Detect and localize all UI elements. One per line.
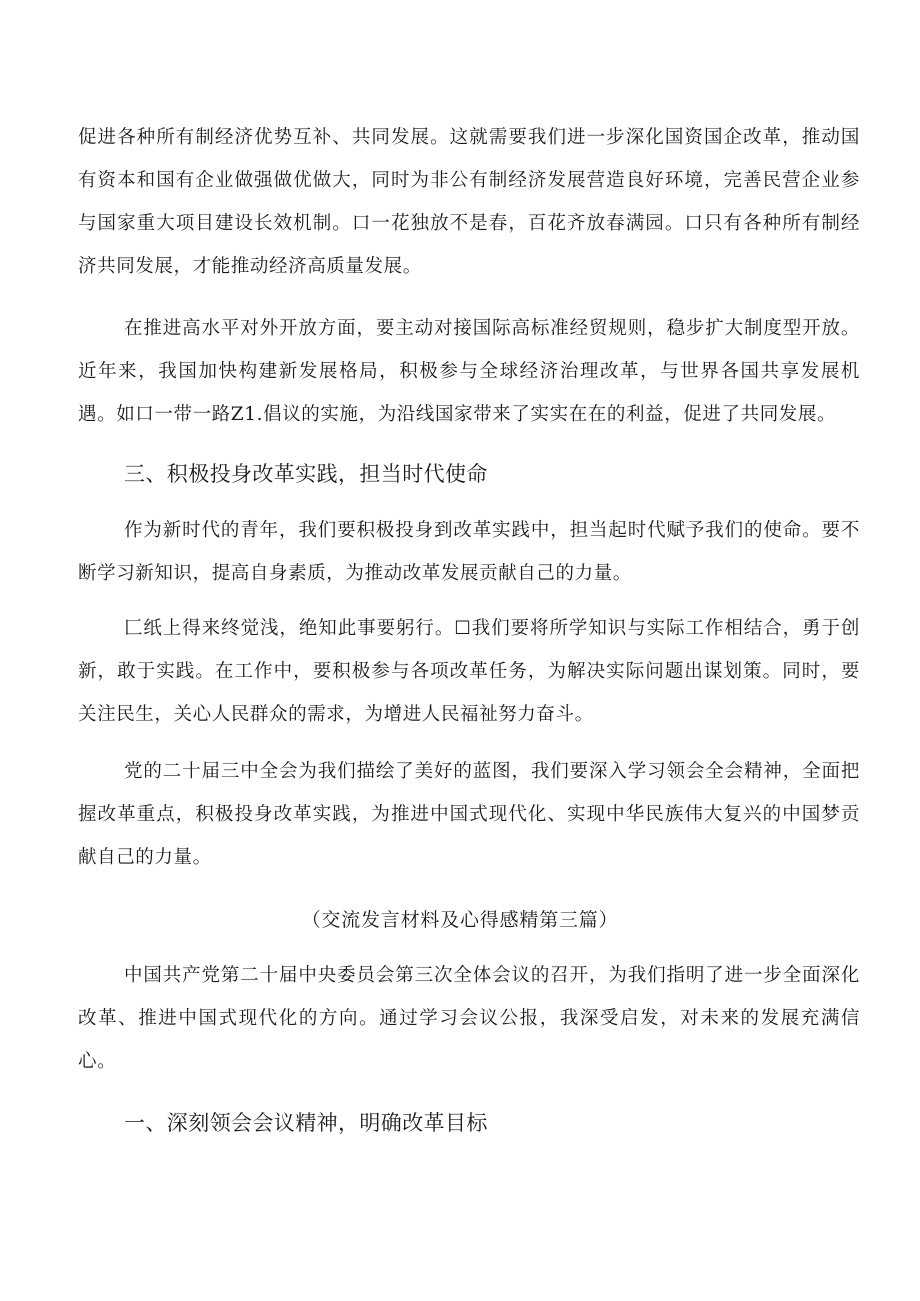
heading-section-one: 一、深刻领会会议精神，明确改革目标 bbox=[124, 1111, 488, 1135]
paragraph-economy: 促进各种所有制经济优势互补、共同发展。这就需要我们进一步深化国资国企改革，推动国有资本和国有企业做强做优做大，同时为非公有制经济发展营造良好环境，完善民营企业参与国家重大项目建设长效机制。口一花独放不是春，百花齐放春满园。口只有各种所有制经济共同发展，才能推动经济高质量发展。 bbox=[78, 127, 860, 277]
paragraph-youth: 作为新时代的青年，我们要积极投身到改革实践中，担当起时代赋予我们的使命。要不断学习新知识，提高自身素质，为推动改革发展贡献自己的力量。 bbox=[78, 520, 860, 584]
heading-section-three: 三、积极投身改革实践，担当时代使命 bbox=[124, 462, 488, 486]
paragraph-blueprint: 党的二十届三中全会为我们描绘了美好的蓝图，我们要深入学习领会全会精神，全面把握改革重点，积极投身改革实践，为推进中国式现代化、实现中华民族伟大复兴的中国梦贡献自己的力量。 bbox=[78, 761, 860, 868]
section-title: （交流发言材料及心得感精第三篇） bbox=[301, 909, 619, 931]
paragraph-practice: 匚纸上得来终觉浅，绝知此事要躬行。☐我们要将所学知识与实际工作相结合，勇于创新，敢于实践。在工作中，要积极参与各项改革任务，为解决实际问题出谋划策。同时，要关注民生，关心人民群众的需求，为增进人民福祉努力奋斗。 bbox=[78, 618, 860, 725]
paragraph-session: 中国共产党第二十届中央委员会第三次全体会议的召开，为我们指明了进一步全面深化改革、推进中国式现代化的方向。通过学习会议公报，我深受启发，对未来的发展充满信心。 bbox=[78, 965, 860, 1072]
paragraph-opening-up: 在推进高水平对外开放方面，要主动对接国际高标准经贸规则，稳步扩大制度型开放。近年来，我国加快构建新发展格局，积极参与全球经济治理改革，与世界各国共享发展机遇。如口一带一路Z1.倡议的实施，为沿线国家带来了实实在在的利益，促进了共同发展。 bbox=[78, 318, 860, 425]
